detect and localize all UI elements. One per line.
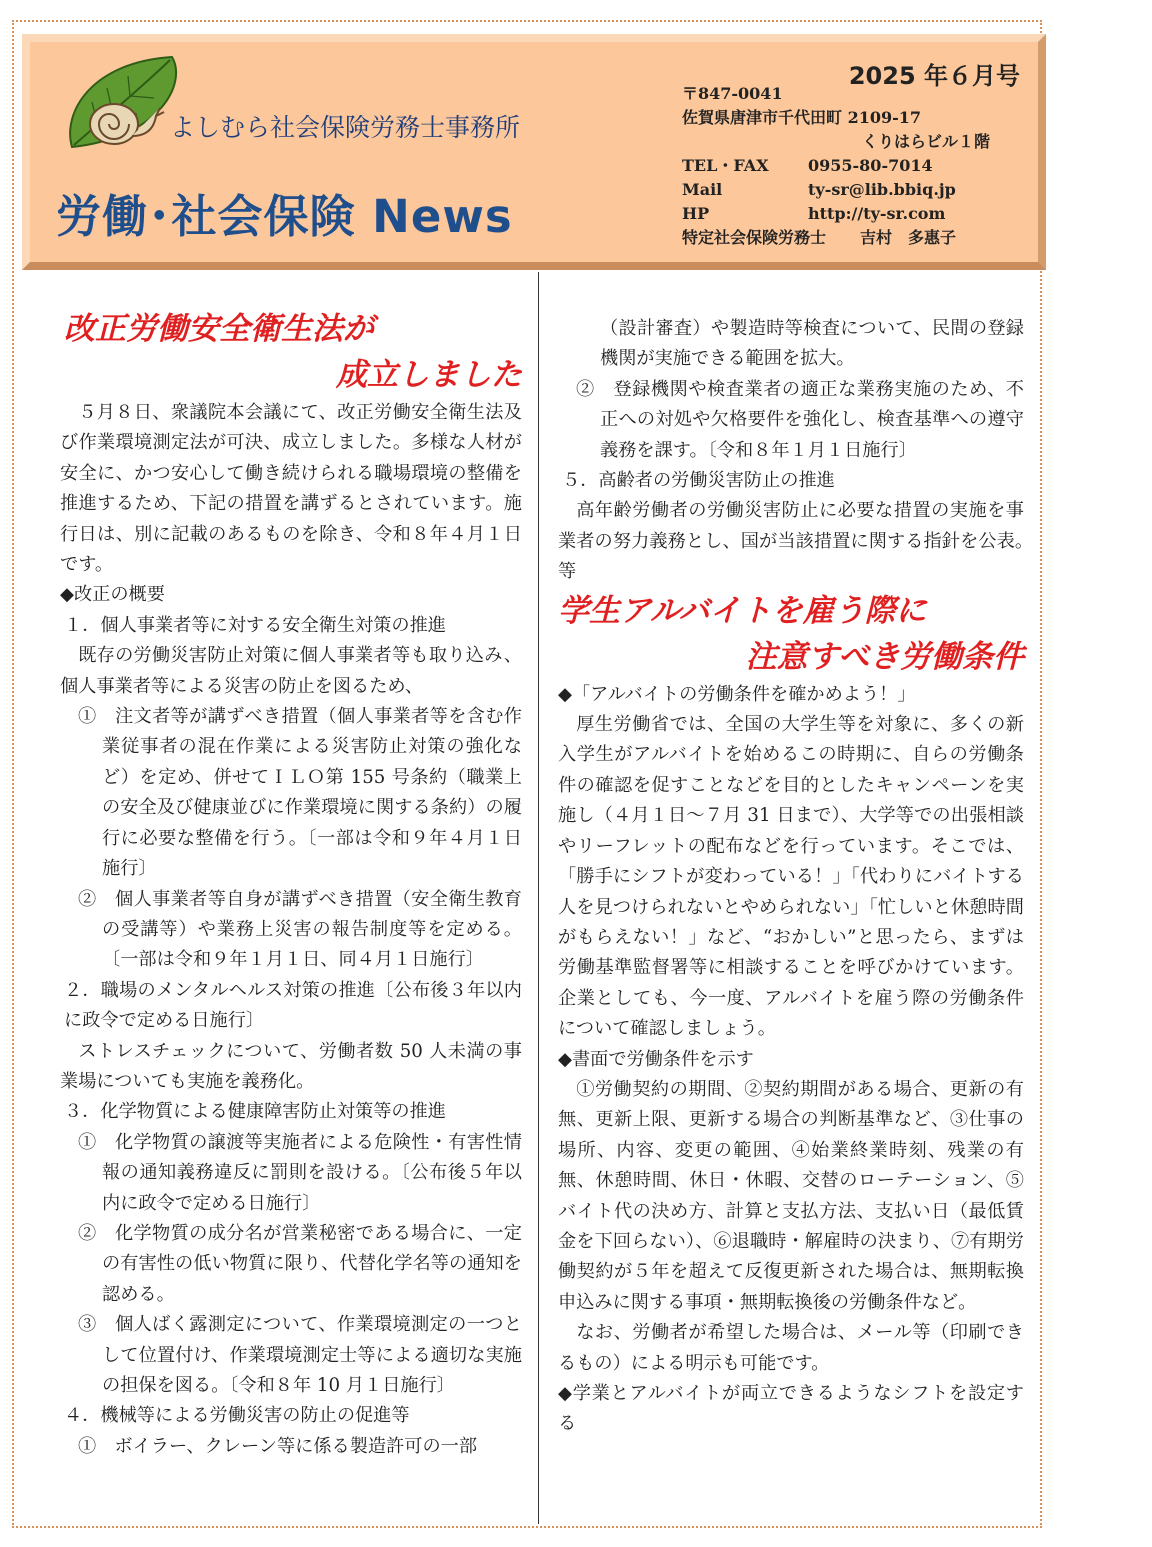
newsletter-title: 労働･社会保険 News xyxy=(56,190,513,243)
postal-code: 〒847-0041 xyxy=(682,84,783,103)
bullet-3-heading: ◆学業とアルバイトが両立できるようなシフトを設定する xyxy=(558,1383,1024,1435)
section-4-item-2: ② 登録機関や検査業者の適正な業務実施のため、不正への対処や欠格要件を強化し、検査基準への遵守義務を課す。〔令和８年１月１日施行〕 xyxy=(576,378,1024,461)
right-column xyxy=(558,314,1043,1440)
tel-label: TEL・FAX xyxy=(682,156,769,175)
person-name: 吉村 多惠子 xyxy=(860,228,957,247)
section-4-item-1-continued: （設計審査）や製造時等検査について、民間の登録機関が実施できる範囲を拡大。 xyxy=(600,318,1024,370)
tel-fax-row xyxy=(682,154,990,178)
hp-row xyxy=(682,202,990,226)
section-1-item-1: ① 注文者等が講ずべき措置（個人事業者等を含む作業従事者の混在作業による災害防止対策の強化など）を定め、併せてＩＬＯ第 155 号条約（職業上の安全及び健康並びに作業環境に関する条約）の履行に必要な整備を行う。〔一部は令和９年４月１日施行〕 xyxy=(78,706,522,880)
section-3-item-3: ③ 個人ばく露測定について、作業環境測定の一つとして位置付け、作業環境測定士等による適切な実施の担保を図る。〔令和８年 10 月１日施行〕 xyxy=(78,1314,522,1396)
hp-link[interactable]: http://ty-sr.com xyxy=(808,204,946,223)
bullet-2-note: なお、労働者が希望した場合は、メール等（印刷できるもの）による明示も可能です。 xyxy=(558,1322,1024,1374)
person-row xyxy=(682,226,990,250)
section-2-heading: ２．職場のメンタルヘルス対策の推進〔公布後３年以内に政令で定める日施行〕 xyxy=(64,979,522,1032)
section-2-body: ストレスチェックについて、労働者数 50 人未満の事業場についても実施を義務化。 xyxy=(60,1040,522,1092)
address-line-1: 佐賀県唐津市千代田町 2109-17 xyxy=(682,108,922,127)
bullet-2-body: ①労働契約の期間、②契約期間がある場合、更新の有無、更新上限、更新する場合の判断基準など、③仕事の場所、内容、変更の範囲、④始業終業時刻、残業の有無、休憩時間、休日・休暇、交替のローテーション、⑤バイト代の決め方、計算と支払方法、支払い日（最低賃金を下回らない）、⑥退職時・解雇時の決まり、⑦有期労働契約が５年を超えて反復更新された場合は、無期転換申込みに関する事項・無期転換後の労働条件など。 xyxy=(558,1078,1024,1313)
office-name: よしむら社会保険労務士事務所 xyxy=(170,113,521,142)
tel-value: 0955-80-7014 xyxy=(808,156,933,175)
headline-1-line-2: 成立しました xyxy=(336,357,522,393)
headline-2-line-2: 注意すべき労働条件 xyxy=(745,638,1024,675)
section-3-item-1: ① 化学物質の譲渡等実施者による危険性・有害性情報の通知義務違反に罰則を設ける。〔公布後５年以内に政令で定める日施行〕 xyxy=(78,1131,522,1214)
mail-value[interactable]: ty-sr@lib.bbiq.jp xyxy=(808,180,956,199)
contact-block xyxy=(682,82,990,250)
person-label: 特定社会保険労務士 xyxy=(682,228,827,247)
section-1-item-2: ② 個人事業者等自身が講ずべき措置（安全衛生教育の受講等）や業務上災害の報告制度等を定める。〔一部は令和９年１月１日、同４月１日施行〕 xyxy=(78,888,522,971)
left-column xyxy=(60,306,522,1462)
overview-heading: ◆改正の概要 xyxy=(60,584,165,606)
section-3-heading: ３．化学物質による健康障害防止対策等の推進 xyxy=(64,1101,446,1123)
section-3-item-2: ② 化学物質の成分名が営業秘密である場合に、一定の有害性の低い物質に限り、代替化学名等の通知を認める。 xyxy=(78,1222,522,1305)
section-4-heading: ４．機械等による労働災害の防止の促進等 xyxy=(64,1405,410,1427)
issue-date: 2025 年６月号 xyxy=(848,62,1020,90)
section-4-item-1: ① ボイラー、クレーン等に係る製造許可の一部 xyxy=(78,1435,478,1457)
headline-1-line-1: 改正労働安全衛生法が xyxy=(64,311,374,347)
column-divider xyxy=(538,272,539,1524)
bullet-2-heading: ◆書面で労働条件を示す xyxy=(558,1048,754,1070)
mail-row xyxy=(682,178,990,202)
newsletter-header xyxy=(22,34,1046,270)
headline-2-line-1: 学生アルバイトを雇う際に xyxy=(558,592,927,629)
bullet-1-heading: ◆「アルバイトの労働条件を確かめよう！」 xyxy=(558,683,916,705)
section-1-heading: １．個人事業者等に対する安全衛生対策の推進 xyxy=(64,614,446,636)
mail-label: Mail xyxy=(682,180,723,199)
section-5-heading: ５．高齢者の労働災害防止の推進 xyxy=(562,470,835,492)
section-1-body: 既存の労働災害防止対策に個人事業者等も取り込み、個人事業者等による災害の防止を図るため、 xyxy=(60,645,522,697)
hp-label: HP xyxy=(682,204,710,223)
intro-paragraph: ５月８日、衆議院本会議にて、改正労働安全衛生法及び作業環境測定法が可決、成立しました。多様な人材が安全に、かつ安心して働き続けられる職場環境の整備を推進するため、下記の措置を講ずるとされています。施行日は、別に記載のあるものを除き、令和８年４月１日です。 xyxy=(60,402,522,576)
address-line-2: くりはらビル１階 xyxy=(862,132,991,151)
section-5-body: 高年齢労働者の労働災害防止に必要な措置の実施を事業者の努力義務とし、国が当該措置に関する指針を公表。 等 xyxy=(558,500,1043,583)
bullet-1-body: 厚生労働省では、全国の大学生等を対象に、多くの新入学生がアルバイトを始めるこの時期に、自らの労働条件の確認を促すことなどを目的としたキャンペーンを実施し（４月１日～７月 31 日まで）、大学等での出張相談やリーフレットの配布などを行っています。そこでは、「勝手にシフトが変わっている！」「代わりにバイトする人を見つけられないとやめられない」「忙しいと休憩時間がもらえない！」など、“おかしい”と思ったら、まずは労働基準監督署等に相談することを呼びかけています。企業としても、今一度、アルバイトを雇う際の労働条件について確認しましょう。 xyxy=(558,714,1024,1040)
